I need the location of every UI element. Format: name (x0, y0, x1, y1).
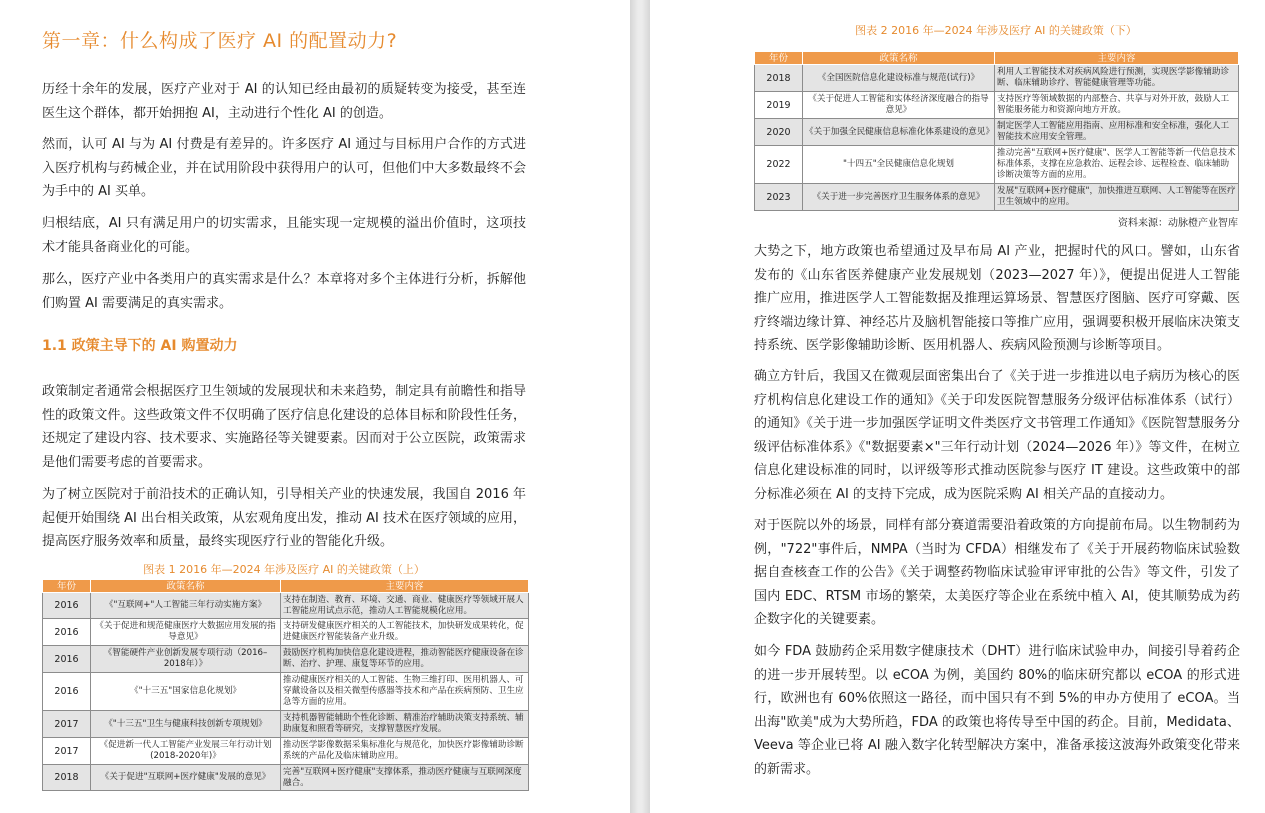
table-row (755, 184, 1239, 211)
cell-content: 鼓励医疗机构加快信息化建设进程，推动智能医疗健康设备在诊断、治疗、护理、康复等环节的应用。 (281, 646, 529, 673)
cell-content: 推动完善"互联网+医疗健康"、医学人工智能等新一代信息技术标准体系，支撑在应急救治、远程会诊、远程检查、临床辅助诊断决策等方面的应用。 (995, 146, 1239, 184)
cell-policy-name: 《智能硬件产业创新发展专项行动（2016–2018年）》 (91, 646, 281, 673)
cell-year: 2018 (755, 65, 803, 92)
right-paragraph-3: 对于医院以外的场景，同样有部分赛道需要沿着政策的方向提前布局。以生物制药为例，"722"事件后，NMPA（当时为 CFDA）相继发布了《关于开展药物临床试验数据自查核查工作的公告》《关于调整药物临床试验审评审批的公告》等文件，引发了国内 EDC、RTSM 市场的繁荣，太美医疗等企业在系统中植入 AI，使其顺势成为药企数字化的关键要素。 (754, 518, 1240, 627)
cell-content: 制定医学人工智能应用指南、应用标准和安全标准，强化人工智能技术应用安全管理。 (995, 119, 1239, 146)
intro-paragraph-4: 那么，医疗产业中各类用户的真实需求是什么？本章将对多个主体进行分析，拆解他们购置 AI 需要满足的真实需求。 (42, 272, 526, 311)
cell-year: 2016 (43, 593, 91, 619)
table-header-content: 主要内容 (995, 52, 1239, 65)
right-page (650, 0, 1265, 813)
table-header-year: 年份 (755, 52, 803, 65)
table-row (43, 673, 529, 711)
table-header-content: 主要内容 (281, 580, 529, 593)
right-paragraph-2: 确立方针后，我国又在微观层面密集出台了《关于进一步推进以电子病历为核心的医疗机构信息化建设工作的通知》《关于印发医院智慧服务分级评估标准体系（试行）的通知》《关于进一步加强医学证明文件类医疗文书管理工作通知》《医院智慧服务分级评估标准体系》《"数据要素×"三年行动计划（2024—2026 年）》等文件，在树立信息化建设标准的同时，以评级等形式推动医院参与医疗 IT 建设。这些政策中的部分标准必须在 AI 的支持下完成，成为医院采购 AI 相关产品的直接动力。 (754, 369, 1240, 502)
table-row (755, 119, 1239, 146)
policy-table-2 (754, 51, 1239, 211)
cell-policy-name: 《关于进一步完善医疗卫生服务体系的意见》 (803, 184, 995, 211)
page-gutter (630, 0, 650, 813)
table-row (43, 593, 529, 619)
cell-policy-name: 《关于促进"互联网+医疗健康"发展的意见》 (91, 765, 281, 791)
cell-year: 2016 (43, 673, 91, 711)
chapter-title: 第一章：什么构成了医疗 AI 的配置动力? (42, 30, 398, 52)
cell-content: 完善"互联网+医疗健康"支撑体系，推动医疗健康与互联网深度融合。 (281, 765, 529, 791)
policy-table-1 (42, 579, 529, 791)
table-row (755, 92, 1239, 119)
cell-policy-name: 《"十三五"国家信息化规划》 (91, 673, 281, 711)
table-header-name: 政策名称 (803, 52, 995, 65)
cell-year: 2023 (755, 184, 803, 211)
section-title: 1.1 政策主导下的 AI 购置动力 (42, 338, 238, 354)
cell-year: 2020 (755, 119, 803, 146)
table-header-name: 政策名称 (91, 580, 281, 593)
cell-content: 支持研发健康医疗相关的人工智能技术，加快研发成果转化，促进健康医疗智能装备产业升级。 (281, 619, 529, 646)
section-paragraph-2: 为了树立医院对于前沿技术的正确认知，引导相关产业的快速发展，我国自 2016 年起便开始围绕 AI 出台相关政策，从宏观角度出发，推动 AI 技术在医疗领域的应用，提高医疗服务效率和质量，最终实现医疗行业的智能化升级。 (42, 487, 526, 549)
right-paragraph-1: 大势之下，地方政策也希望通过及早布局 AI 产业，把握时代的风口。譬如，山东省发布的《山东省医养健康产业发展规划（2023—2027 年）》，便提出促进人工智能推广应用，推进医学人工智能数据及推理运算场景、智慧医疗图脑、医疗可穿戴、医疗终端边缘计算、神经芯片及脑机智能接口等推广应用，强调要积极开展临床决策支持系统、医学影像辅助诊断、医用机器人、疾病风险预测与诊断等项目。 (754, 244, 1240, 353)
cell-content: 支持机器智能辅助个性化诊断、精准治疗辅助决策支持系统、辅助康复和照看等研究，支撑智慧医疗发展。 (281, 711, 529, 738)
cell-year: 2018 (43, 765, 91, 791)
table-1-caption: 图表 1 2016 年—2024 年涉及医疗 AI 的关键政策（上） (143, 563, 425, 576)
cell-year: 2017 (43, 738, 91, 765)
cell-content: 推动医学影像数据采集标准化与规范化，加快医疗影像辅助诊断系统的产品化及临床辅助应用。 (281, 738, 529, 765)
cell-content: 推动健康医疗相关的人工智能、生物三维打印、医用机器人、可穿戴设备以及相关微型传感器等技术和产品在疾病预防、卫生应急等方面的应用。 (281, 673, 529, 711)
cell-year: 2017 (43, 711, 91, 738)
cell-policy-name: 《促进新一代人工智能产业发展三年行动计划(2018-2020年)》 (91, 738, 281, 765)
right-paragraph-4: 如今 FDA 鼓励药企采用数字健康技术（DHT）进行临床试验申办，间接引导着药企的进一步开展转型。以 eCOA 为例，美国约 80%的临床研究都以 eCOA 的形式进行，欧洲也有 60%依照这一路径，而中国只有不到 5%的申办方使用了 eCOA。当出海"欧美"成为大势所趋，FDA 的政策也将传导至中国的药企。目前，Medidata、Veeva 等企业已将 AI 融入数字化转型解决方案中，准备承接这波海外政策变化带来的新需求。 (754, 644, 1240, 777)
cell-content: 支持医疗等领域数据的内部整合、共享与对外开放，鼓励人工智能服务能力和资源向地方开放。 (995, 92, 1239, 119)
cell-content: 利用人工智能技术对疾病风险进行预测，实现医学影像辅助诊断、临床辅助诊疗、智能健康管理等功能。 (995, 65, 1239, 92)
cell-year: 2016 (43, 619, 91, 646)
cell-policy-name: 《"互联网+"人工智能三年行动实施方案》 (91, 593, 281, 619)
cell-policy-name: 《关于加强全民健康信息标准化体系建设的意见》 (803, 119, 995, 146)
cell-content: 支持在制造、教育、环境、交通、商业、健康医疗等领域开展人工智能应用试点示范，推动人工智能规模化应用。 (281, 593, 529, 619)
table-row (43, 765, 529, 791)
cell-policy-name: 《"十三五"卫生与健康科技创新专项规划》 (91, 711, 281, 738)
table-header-year: 年份 (43, 580, 91, 593)
table-row (43, 738, 529, 765)
cell-policy-name: 《关于促进和规范健康医疗大数据应用发展的指导意见》 (91, 619, 281, 646)
table-row (755, 65, 1239, 92)
table-row (43, 646, 529, 673)
table-2-caption: 图表 2 2016 年—2024 年涉及医疗 AI 的关键政策（下） (855, 24, 1137, 37)
cell-policy-name: "十四五"全民健康信息化规划 (803, 146, 995, 184)
table-source: 资料来源：动脉橙产业智库 (1118, 218, 1238, 229)
table-row (755, 146, 1239, 184)
cell-content: 发展"互联网+医疗健康"，加快推进互联网、人工智能等在医疗卫生领域中的应用。 (995, 184, 1239, 211)
section-paragraph-1: 政策制定者通常会根据医疗卫生领域的发展现状和未来趋势，制定具有前瞻性和指导性的政策文件。这些政策文件不仅明确了医疗信息化建设的总体目标和阶段性任务，还规定了建设内容、技术要求、实施路径等关键要素。因而对于公立医院，政策需求是他们需要考虑的首要需求。 (42, 384, 526, 470)
table-row (43, 711, 529, 738)
cell-year: 2022 (755, 146, 803, 184)
cell-policy-name: 《关于促进人工智能和实体经济深度融合的指导意见》 (803, 92, 995, 119)
intro-paragraph-3: 归根结底，AI 只有满足用户的切实需求，且能实现一定规模的溢出价值时，这项技术才能具备商业化的可能。 (42, 216, 526, 255)
cell-policy-name: 《全国医院信息化建设标准与规范(试行)》 (803, 65, 995, 92)
table-row (43, 619, 529, 646)
intro-paragraph-1: 历经十余年的发展，医疗产业对于 AI 的认知已经由最初的质疑转变为接受，甚至连医生这个群体，都开始拥抱 AI，主动进行个性化 AI 的创造。 (42, 82, 526, 121)
cell-year: 2019 (755, 92, 803, 119)
intro-paragraph-2: 然而，认可 AI 与为 AI 付费是有差异的。许多医疗 AI 通过与目标用户合作的方式进入医疗机构与药械企业，并在试用阶段中获得用户的认可，但他们中大多数最终不会为手中的 AI 买单。 (42, 137, 526, 199)
left-page (0, 0, 630, 813)
cell-year: 2016 (43, 646, 91, 673)
